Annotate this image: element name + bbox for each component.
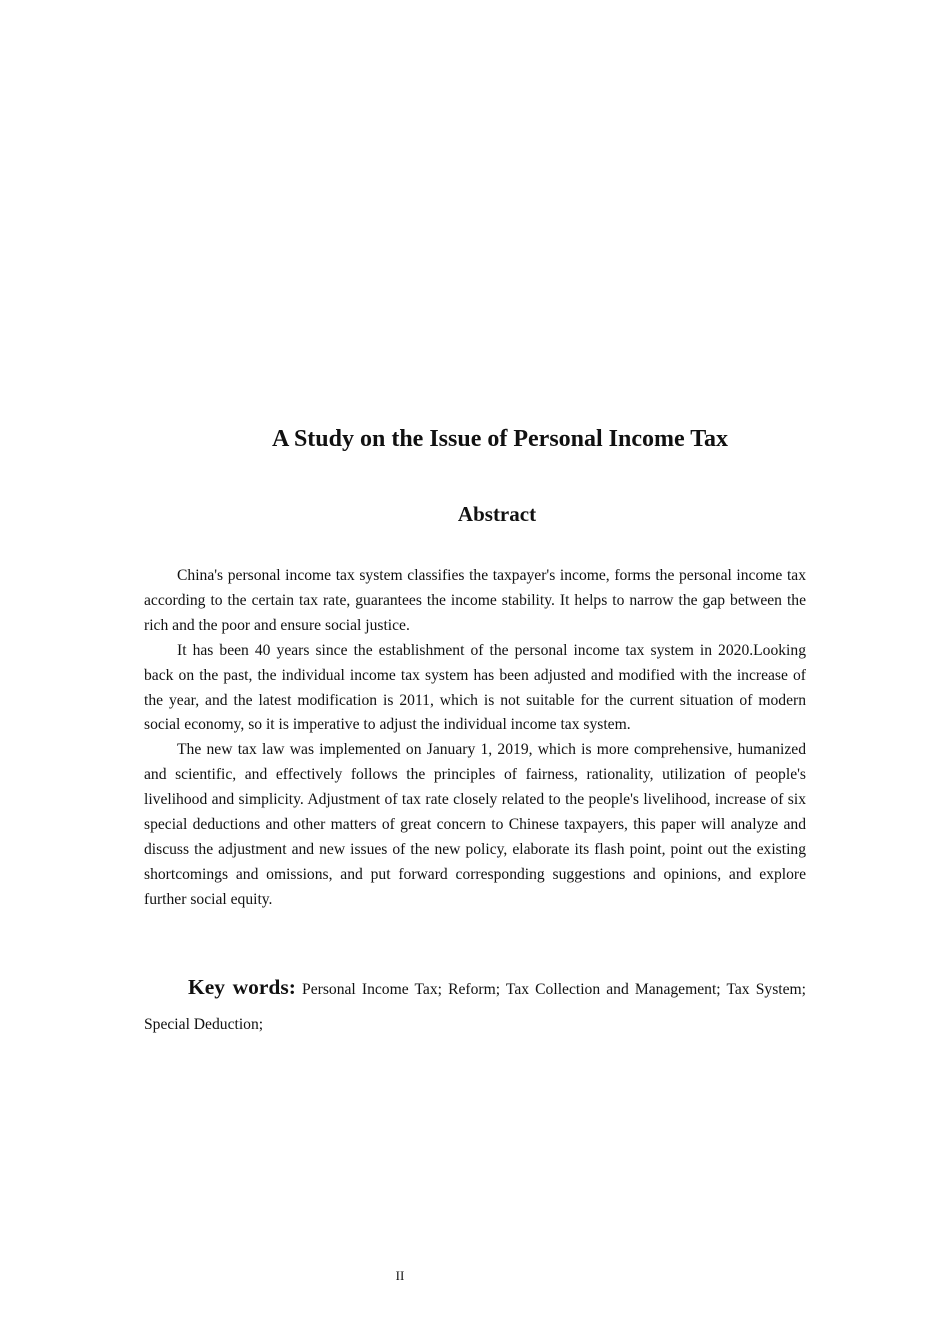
abstract-paragraph-1: China's personal income tax system classifies the taxpayer's income, forms the personal income tax according to the certain tax rate, guarantees the income stability. It helps to narrow the gap between the rich and the poor and ensure social justice.: [144, 567, 806, 634]
keywords-text: Personal Income Tax; Reform; Tax Collection and Management; Tax System; Special Deduction;: [144, 981, 806, 1033]
page-number: II: [395, 1268, 405, 1283]
abstract-body: [144, 564, 806, 913]
abstract-paragraph-2: It has been 40 years since the establishment of the personal income tax system in 2020.Looking back on the past, the individual income tax system has been adjusted and modified with the increase of the year, and the latest modification is 2011, which is not suitable for the current situation of modern social economy, so it is imperative to adjust the individual income tax system.: [144, 641, 806, 734]
paper-title: A Study on the Issue of Personal Income Tax: [271, 426, 729, 452]
abstract-paragraph-3: The new tax law was implemented on January 1, 2019, which is more comprehensive, humanized and scientific, and effectively follows the principles of fairness, rationality, utilization of people's livelihood and simplicity. Adjustment of tax rate closely related to the people's livelihood, increase of six special deductions and other matters of great concern to Chinese taxpayers, this paper will analyze and discuss the adjustment and new issues of the new policy, elaborate its flash point, point out the existing shortcomings and omissions, and put forward corresponding suggestions and opinions, and explore further social equity.: [144, 741, 806, 908]
keywords-section: [144, 970, 806, 1042]
keywords-label: Key words:: [188, 975, 296, 999]
abstract-heading: Abstract: [457, 502, 537, 526]
